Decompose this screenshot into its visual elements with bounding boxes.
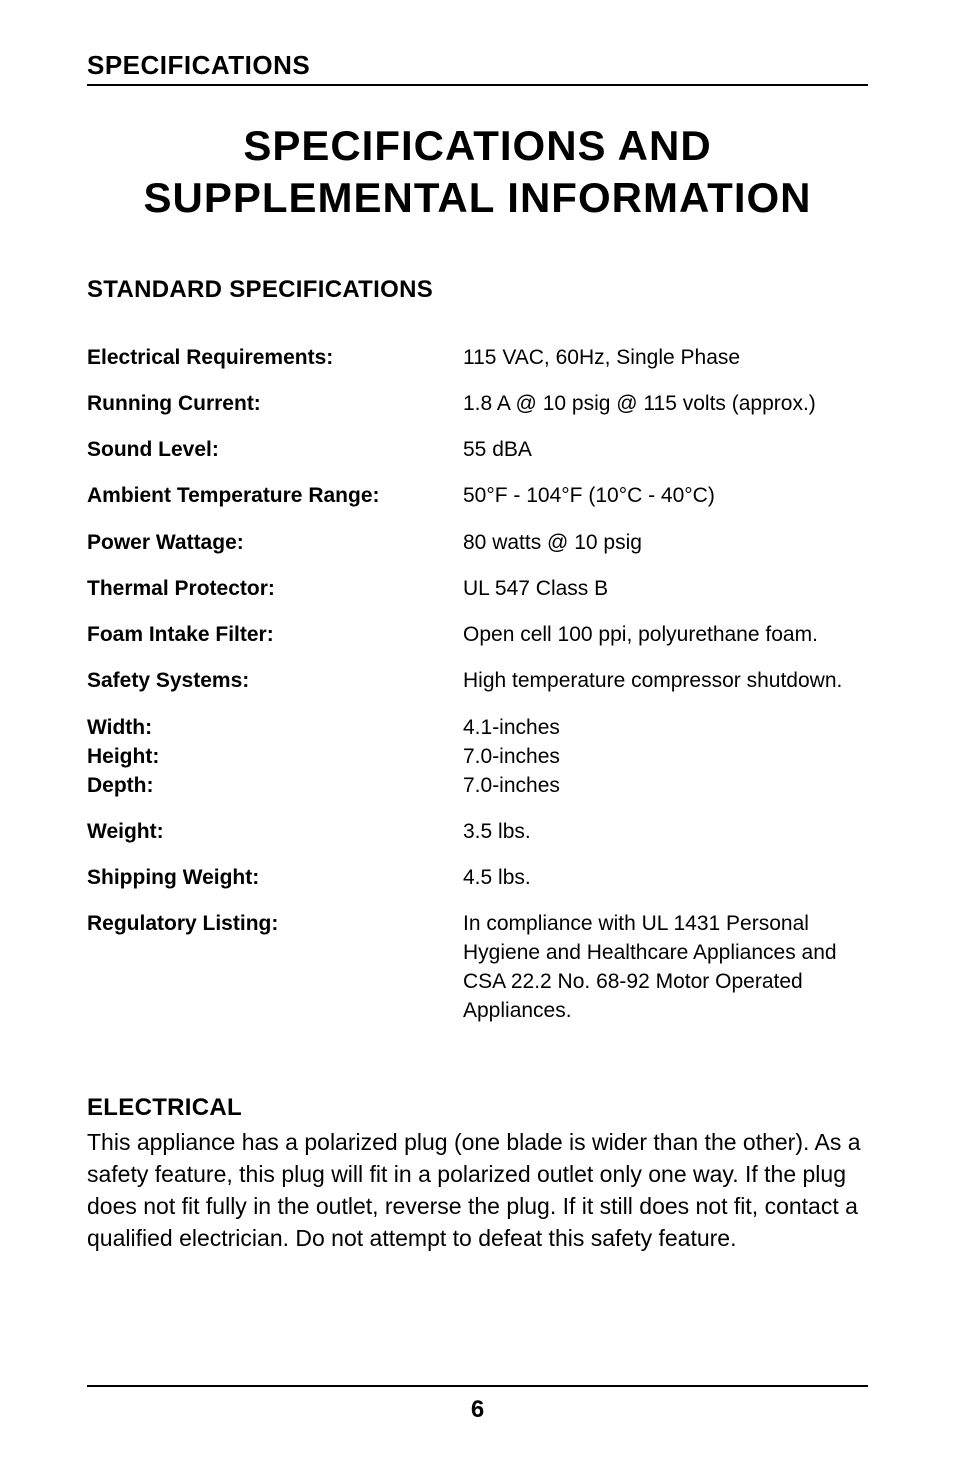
height-label: Height: <box>87 745 160 768</box>
regulatory-line-3: CSA 22.2 No. 68-92 Motor Operated <box>463 970 803 993</box>
regulatory-line-1: In compliance with UL 1431 Personal <box>463 912 809 935</box>
page-title-line-2: SUPPLEMENTAL INFORMATION <box>143 174 812 221</box>
depth-value: 7.0-inches <box>463 774 560 797</box>
spec-label: Thermal Protector: <box>87 577 275 600</box>
width-value: 4.1-inches <box>463 716 560 739</box>
weight-value: 3.5 lbs. <box>463 820 531 843</box>
electrical-heading: ELECTRICAL <box>87 1094 242 1121</box>
depth-label: Depth: <box>87 774 154 797</box>
shipping-weight-label: Shipping Weight: <box>87 866 260 889</box>
spec-label: Safety Systems: <box>87 669 250 692</box>
spec-value: UL 547 Class B <box>463 577 609 600</box>
spec-value: 80 watts @ 10 psig <box>463 531 642 554</box>
regulatory-line-2: Hygiene and Healthcare Appliances and <box>463 941 837 964</box>
height-value: 7.0-inches <box>463 745 560 768</box>
spec-value: Open cell 100 ppi, polyurethane foam. <box>463 623 818 646</box>
footer-rule <box>87 1385 868 1387</box>
electrical-paragraph: This appliance has a polarized plug (one blade is wider than the other). As a safety feature, this plug will fit in a polarized outlet only one way. If the plug does not fit fully in the outlet, reverse the plug. If it still does not fit, contact a qualified electrician. Do not attempt to defeat this safety feature. <box>87 1129 861 1251</box>
page-title-line-1: SPECIFICATIONS AND <box>243 122 712 169</box>
standard-specifications-heading: STANDARD SPECIFICATIONS <box>87 276 434 303</box>
spec-value: High temperature compressor shutdown. <box>463 669 843 692</box>
spec-value: 50°F - 104°F (10°C - 40°C) <box>463 484 715 507</box>
regulatory-value <box>463 909 868 1025</box>
header-rule <box>87 84 868 86</box>
page-title <box>87 120 868 224</box>
spec-label: Foam Intake Filter: <box>87 623 274 646</box>
dimensions-labels <box>87 713 457 800</box>
shipping-weight-value: 4.5 lbs. <box>463 866 531 889</box>
page-number: 6 <box>470 1396 485 1423</box>
spec-label: Running Current: <box>87 392 261 415</box>
running-head: SPECIFICATIONS <box>87 50 311 80</box>
regulatory-label: Regulatory Listing: <box>87 912 279 935</box>
spec-value: 1.8 A @ 10 psig @ 115 volts (approx.) <box>463 392 816 415</box>
spec-value: 55 dBA <box>463 438 532 461</box>
weight-label: Weight: <box>87 820 164 843</box>
spec-value: 115 VAC, 60Hz, Single Phase <box>463 346 741 369</box>
spec-label: Ambient Temperature Range: <box>87 484 380 507</box>
spec-label: Sound Level: <box>87 438 219 461</box>
width-label: Width: <box>87 716 153 739</box>
manual-page <box>87 0 868 1475</box>
spec-label: Power Wattage: <box>87 531 244 554</box>
dimensions-values <box>463 713 868 800</box>
regulatory-line-4: Appliances. <box>463 999 572 1022</box>
spec-label: Electrical Requirements: <box>87 346 334 369</box>
